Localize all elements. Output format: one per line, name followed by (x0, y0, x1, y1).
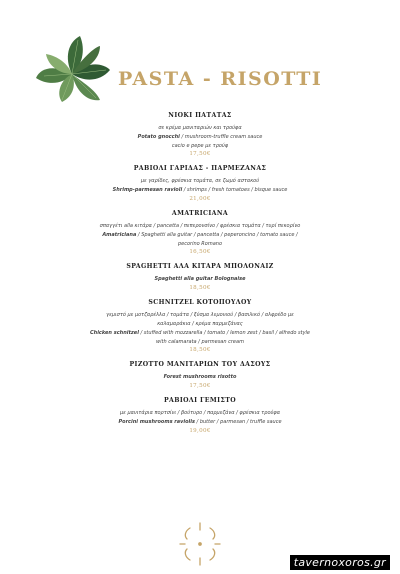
dish-description-text: / Spaghetti alla guitar / pancetta / peperoncino / tomato sauce / (136, 231, 298, 238)
menu-dish (20, 361, 380, 389)
dish-description (20, 320, 380, 329)
menu-dish (20, 397, 380, 434)
dish-description-text: pecorino Romano (177, 240, 223, 247)
dish-description (20, 240, 380, 249)
dish-description-text: γεμιστό με μοτζαρέλλα / τομάτα / ξύσμα λεμονιού / βασιλικό / αλφρέδο με (106, 312, 294, 319)
menu-dish (20, 263, 380, 291)
dish-description-text: με μανιτάρια πορτσίνι / βούτυρο / παρμεζάνα / φρέσκια τρούφα (119, 410, 281, 417)
dish-description (20, 186, 380, 195)
dish-description (20, 222, 380, 231)
dish-description (20, 373, 380, 382)
basil-leaves-icon (34, 34, 112, 104)
dish-english-name: Shrimp-parmesan ravioli (112, 187, 183, 194)
menu-dish (20, 210, 380, 255)
dish-description (20, 231, 380, 240)
menu-dish (20, 112, 380, 157)
menu-dish (20, 165, 380, 202)
dish-description (20, 177, 380, 186)
dish-description-text: καλαμαράκια / κρέμα παρμεζάνας (157, 320, 243, 327)
dish-name: SPAGHETTI ΑΛΑ ΚΙΤΑΡΑ ΜΠΟΛΟΝΑΙΖ (126, 263, 274, 271)
dish-description (20, 124, 380, 133)
ornament-icon (176, 520, 224, 568)
dish-english-name: Porcini mushrooms raviolis (118, 418, 195, 425)
dish-name: ΡΑΒΙΟΛΙ ΓΕΜΙΣΤΟ (163, 397, 237, 405)
dish-description (20, 329, 380, 338)
dish-description-text: σε κρέμα μανιταριών και τρούφα (158, 125, 242, 131)
dish-name: SCHNITZEL ΚΟΤΟΠΟΥΛΟΥ (148, 299, 252, 307)
dish-english-name: Potato gnocchi (137, 133, 180, 140)
dish-description-text: / stuffed with mozzarella / tomato / lemon zest / basil / alfredo style (138, 329, 311, 336)
dish-description (20, 142, 380, 151)
page-title: PASTA - RISOTTI (118, 68, 323, 90)
dish-name: AMATRICIANA (171, 209, 229, 217)
dish-price: 17,50€ (189, 151, 211, 158)
dish-name: ΝΙΟΚΙ ΠΑΤΑΤΑΣ (168, 112, 232, 119)
dish-price: 17,50€ (189, 383, 211, 390)
dish-description (20, 418, 380, 427)
dish-english-name: Chicken schnitzel (89, 329, 139, 336)
dish-description (20, 311, 380, 320)
dish-description-text: με γαρίδες, φρέσκια τομάτα, σε ζωμό αστακού (140, 178, 260, 185)
dish-description-text: / mushroom-truffle cream sauce (179, 133, 263, 140)
menu-dish (20, 299, 380, 353)
dish-english-name: Forest mushrooms risotto (163, 374, 237, 381)
dish-description-text: cacio e pepe με τρούφ (171, 142, 229, 149)
dish-description-text: σπαγγέτι alla κιτάρα / pancetta / πεπερονσίνο / φρέσκια τομάτα / τυρί πεκορίνο (99, 222, 301, 229)
dish-english-name: Spaghetti alla guitar Bolognaise (154, 276, 246, 283)
dish-price: 16,50€ (189, 249, 211, 256)
dish-price: 18,50€ (189, 347, 211, 354)
dish-name: ΡΙΖΟΤΤΟ ΜΑΝΙΤΑΡΙΩΝ ΤΟΥ ΔΑΣΟΥΣ (129, 361, 271, 369)
dish-description (20, 133, 380, 142)
site-watermark[interactable]: tavernoxoros.gr (290, 555, 390, 570)
dish-description (20, 338, 380, 347)
dish-price: 18,50€ (189, 285, 211, 292)
dish-description-text: with calamarata / parmesan cream (156, 338, 244, 345)
dish-description-text: / butter / parmesan / truffle sauce (194, 418, 282, 425)
menu-list (20, 112, 380, 442)
dish-description (20, 409, 380, 418)
dish-price: 19,00€ (189, 427, 211, 434)
dish-price: 21,00€ (189, 195, 211, 202)
dish-description (20, 275, 380, 284)
dish-english-name: Amatriciana (102, 231, 137, 238)
dish-name: ΡΑΒΙΟΛΙ ΓΑΡΙΔΑΣ - ΠΑΡΜΕΖΑΝΑΣ (133, 165, 267, 173)
dish-description-text: / shrimps / fresh tomatoes / bisque sauce (182, 187, 288, 194)
